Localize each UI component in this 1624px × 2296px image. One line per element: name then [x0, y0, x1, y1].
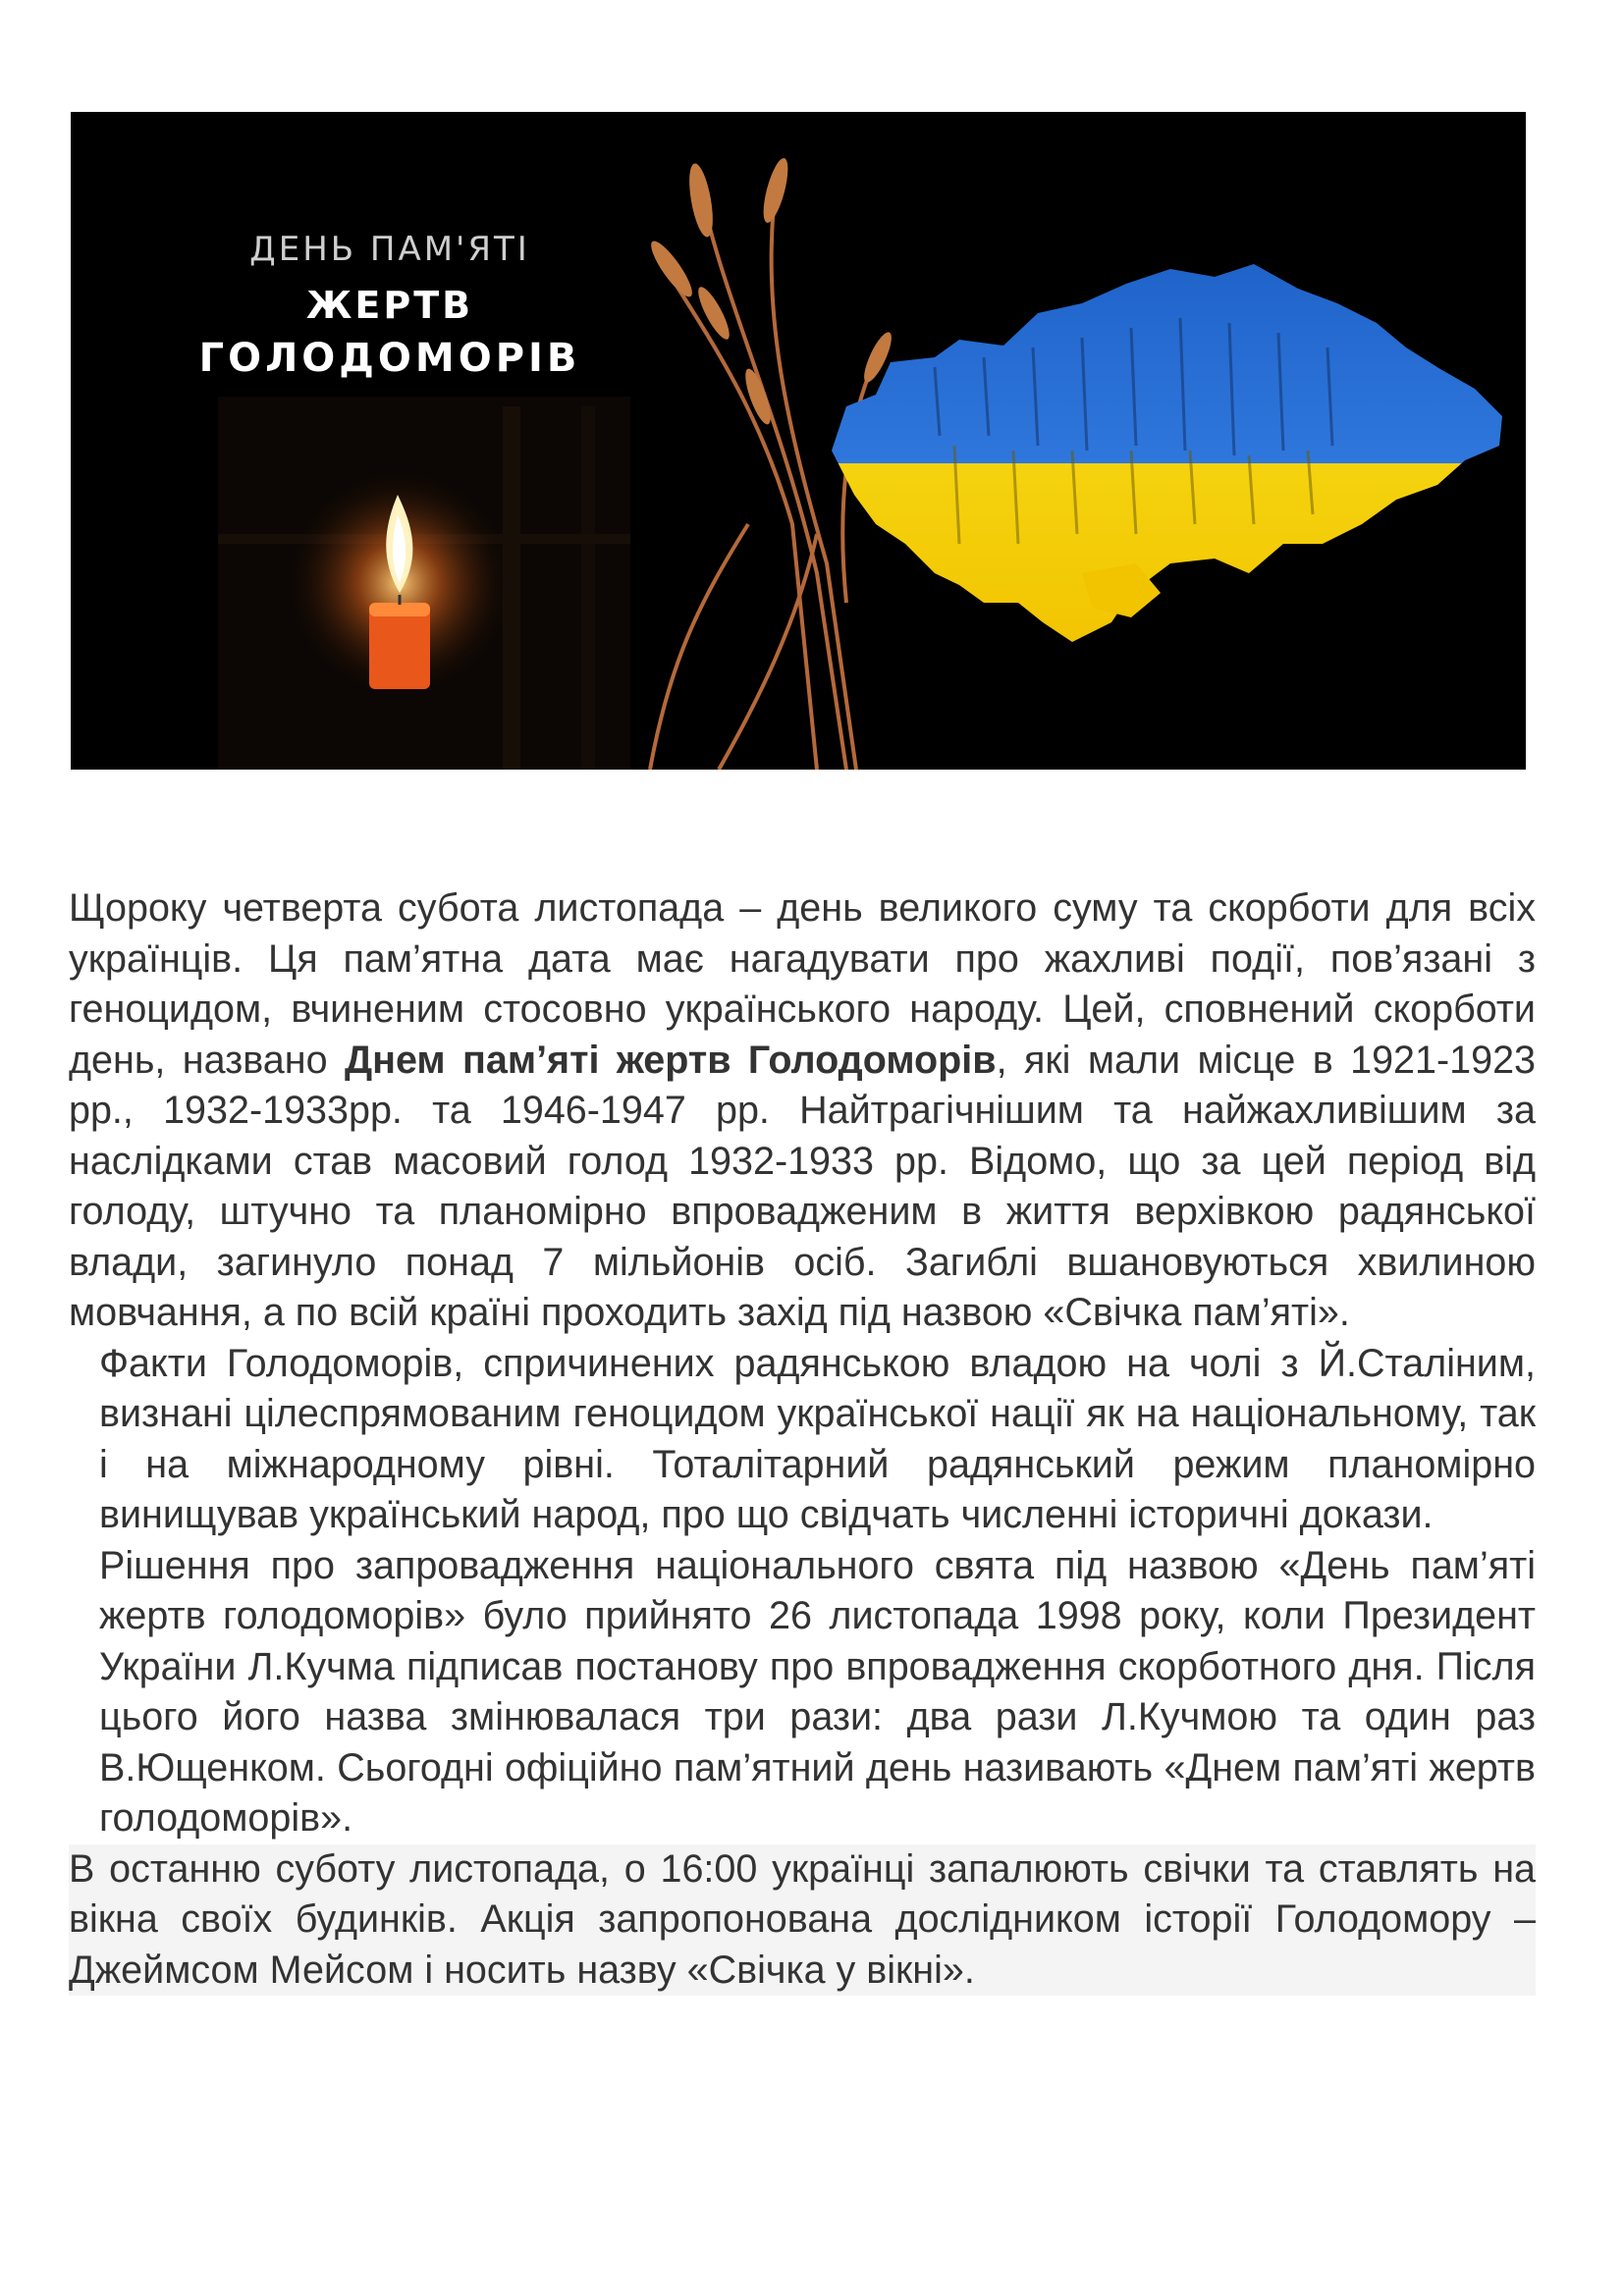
paragraph-intro — [69, 883, 1536, 1339]
paragraph-facts: Факти Голодоморів, спричинених радянською владою на чолі з Й.Сталіним, визнані цілеспрямованим геноцидом української нації як на національному, так і на міжнародному рівні. Тоталітарний радянський режим планомірно винищував український народ, про що свідчать численні історичні докази. — [99, 1341, 1536, 1536]
banner-title-line3: ГОЛОДОМОРІВ — [198, 336, 581, 381]
candle-icon — [282, 465, 517, 701]
paragraph-intro-bold: Днем пам’яті жертв Голодоморів — [344, 1038, 997, 1082]
paragraph-candle: В останню суботу листопада, о 16:00 українці запалюють свічки та ставлять на вікна своїх будинків. Акція запропонована дослідником історії Голодомору – Джеймсом Мейсом і носить назву «Свічка у вікні». — [69, 1844, 1536, 1997]
banner-artwork — [71, 112, 1526, 770]
paragraph-intro-end: , які мали місце в 1921-1923 рр., 1932-1933рр. та 1946-1947 рр. Найтрагічнішим та найжахливішим за наслідками став масовий голод 1932-1933 рр. Відомо, що за цей період від голоду, штучно та планомірно впровадженим в життя верхівкою радянської влади, загинуло понад 7 мільйонів осіб. Загиблі вшановуються хвилиною мовчання, а по всій країні проходить захід під назвою «Свічка пам’яті». — [69, 1038, 1536, 1334]
banner-title-line2: ЖЕРТВ — [305, 284, 474, 327]
article-body — [69, 883, 1536, 1996]
banner-title — [71, 228, 709, 385]
memorial-banner-image — [71, 112, 1526, 770]
banner-title-line1: ДЕНЬ ПАМ'ЯТІ — [249, 230, 530, 269]
paragraph-history: Рішення про запровадження національного свята під назвою «День пам’яті жертв голодоморів» було прийнято 26 листопада 1998 року, коли Президент України Л.Кучма підписав постанову про впровадження скорботного дня. Після цього його назва змінювалася три рази: два рази Л.Кучмою та один раз В.Ющенком. Сьогодні офіційно пам’ятний день називають «Днем пам’яті жертв голодоморів». — [99, 1543, 1536, 1840]
paragraph-intro-start: Щороку четверта субота листопада – день великого суму та скорботи для всіх українців. Ця пам’ятна дата має нагадувати про жахливі події, пов’язані з геноцидом, вчиненим стосовно українського народу. Цей, сповнений скорботи день, названо — [69, 886, 1536, 1082]
